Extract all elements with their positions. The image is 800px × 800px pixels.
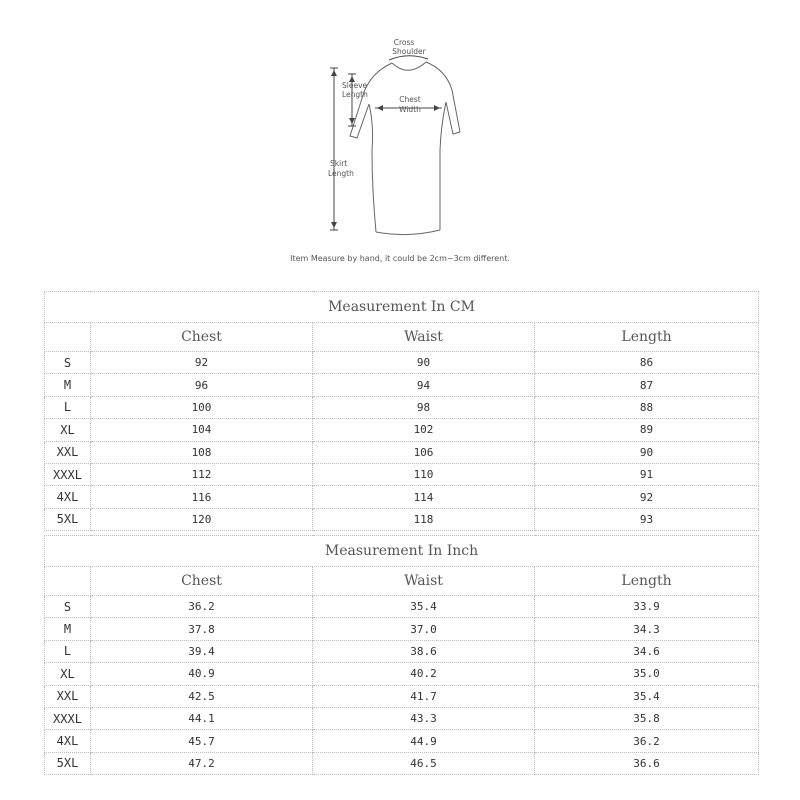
waist-cell: 38.6 [313, 640, 535, 662]
header-chest: Chest [91, 567, 313, 596]
waist-cell: 35.4 [313, 596, 535, 618]
chest-cell: 116 [91, 486, 313, 508]
chest-cell: 120 [91, 508, 313, 530]
chest-cell: 92 [91, 352, 313, 374]
chest-cell: 40.9 [91, 663, 313, 685]
cm-measurement-table [44, 291, 759, 531]
table-row [45, 441, 759, 463]
size-cell: 5XL [45, 508, 91, 530]
waist-cell: 94 [313, 374, 535, 396]
table-row [45, 752, 759, 774]
size-cell: M [45, 618, 91, 640]
length-cell: 36.6 [535, 752, 759, 774]
waist-cell: 102 [313, 419, 535, 441]
chest-cell: 44.1 [91, 707, 313, 729]
size-cell: S [45, 352, 91, 374]
table-row [45, 486, 759, 508]
table-row [45, 685, 759, 707]
measurement-note: Item Measure by hand, it could be 2cm~3cm different. [290, 254, 510, 263]
table-title-row [45, 292, 759, 323]
size-cell: 4XL [45, 486, 91, 508]
table-row [45, 730, 759, 752]
size-cell: M [45, 374, 91, 396]
header-length: Length [535, 323, 759, 352]
header-waist: Waist [313, 323, 535, 352]
chest-cell: 47.2 [91, 752, 313, 774]
inch-measurement-table [44, 535, 759, 775]
chest-cell: 39.4 [91, 640, 313, 662]
chest-width-label-2: Width [399, 105, 421, 114]
dress-measurement-diagram [300, 30, 500, 245]
table-title-row [45, 536, 759, 567]
header-waist: Waist [313, 567, 535, 596]
table-header-row [45, 567, 759, 596]
length-cell: 90 [535, 441, 759, 463]
table-row [45, 618, 759, 640]
table-row [45, 374, 759, 396]
size-cell: XL [45, 419, 91, 441]
table-row [45, 508, 759, 530]
size-cell: L [45, 396, 91, 418]
chest-width-label: Chest [399, 95, 421, 104]
length-cell: 34.3 [535, 618, 759, 640]
table-header-row [45, 323, 759, 352]
dress-outline-illustration [300, 30, 500, 245]
length-cell: 35.4 [535, 685, 759, 707]
header-size [45, 567, 91, 596]
size-cell: XXXL [45, 707, 91, 729]
cross-shoulder-label: Cross [393, 38, 415, 47]
waist-cell: 114 [313, 486, 535, 508]
size-cell: XL [45, 663, 91, 685]
size-cell: S [45, 596, 91, 618]
size-cell: XXL [45, 685, 91, 707]
waist-cell: 118 [313, 508, 535, 530]
skirt-length-label-2: Length [328, 169, 354, 178]
length-cell: 34.6 [535, 640, 759, 662]
size-cell: 4XL [45, 730, 91, 752]
table-row [45, 707, 759, 729]
length-cell: 35.8 [535, 707, 759, 729]
length-cell: 89 [535, 419, 759, 441]
waist-cell: 90 [313, 352, 535, 374]
length-cell: 88 [535, 396, 759, 418]
table-row [45, 352, 759, 374]
chest-cell: 104 [91, 419, 313, 441]
length-cell: 86 [535, 352, 759, 374]
waist-cell: 37.0 [313, 618, 535, 640]
length-cell: 35.0 [535, 663, 759, 685]
header-chest: Chest [91, 323, 313, 352]
waist-cell: 110 [313, 463, 535, 485]
waist-cell: 46.5 [313, 752, 535, 774]
chest-cell: 37.8 [91, 618, 313, 640]
table-row [45, 419, 759, 441]
size-cell: 5XL [45, 752, 91, 774]
table-title: Measurement In CM [45, 292, 759, 323]
table-row [45, 663, 759, 685]
table-row [45, 596, 759, 618]
waist-cell: 106 [313, 441, 535, 463]
length-cell: 87 [535, 374, 759, 396]
length-cell: 33.9 [535, 596, 759, 618]
waist-cell: 43.3 [313, 707, 535, 729]
size-cell: XXXL [45, 463, 91, 485]
waist-cell: 41.7 [313, 685, 535, 707]
size-cell: XXL [45, 441, 91, 463]
chest-cell: 108 [91, 441, 313, 463]
length-cell: 93 [535, 508, 759, 530]
size-cell: L [45, 640, 91, 662]
waist-cell: 98 [313, 396, 535, 418]
chest-cell: 45.7 [91, 730, 313, 752]
chest-cell: 96 [91, 374, 313, 396]
table-title: Measurement In Inch [45, 536, 759, 567]
waist-cell: 44.9 [313, 730, 535, 752]
header-length: Length [535, 567, 759, 596]
length-cell: 91 [535, 463, 759, 485]
header-size [45, 323, 91, 352]
chest-cell: 112 [91, 463, 313, 485]
chest-cell: 42.5 [91, 685, 313, 707]
table-row [45, 463, 759, 485]
chest-cell: 36.2 [91, 596, 313, 618]
table-row [45, 640, 759, 662]
sleeve-length-label-2: Length [342, 90, 368, 99]
chest-cell: 100 [91, 396, 313, 418]
length-cell: 36.2 [535, 730, 759, 752]
sleeve-length-label: Sleeve [342, 81, 368, 90]
cross-shoulder-label-2: Shoulder [392, 47, 426, 56]
skirt-length-label: Skirt [330, 159, 348, 168]
waist-cell: 40.2 [313, 663, 535, 685]
table-row [45, 396, 759, 418]
length-cell: 92 [535, 486, 759, 508]
